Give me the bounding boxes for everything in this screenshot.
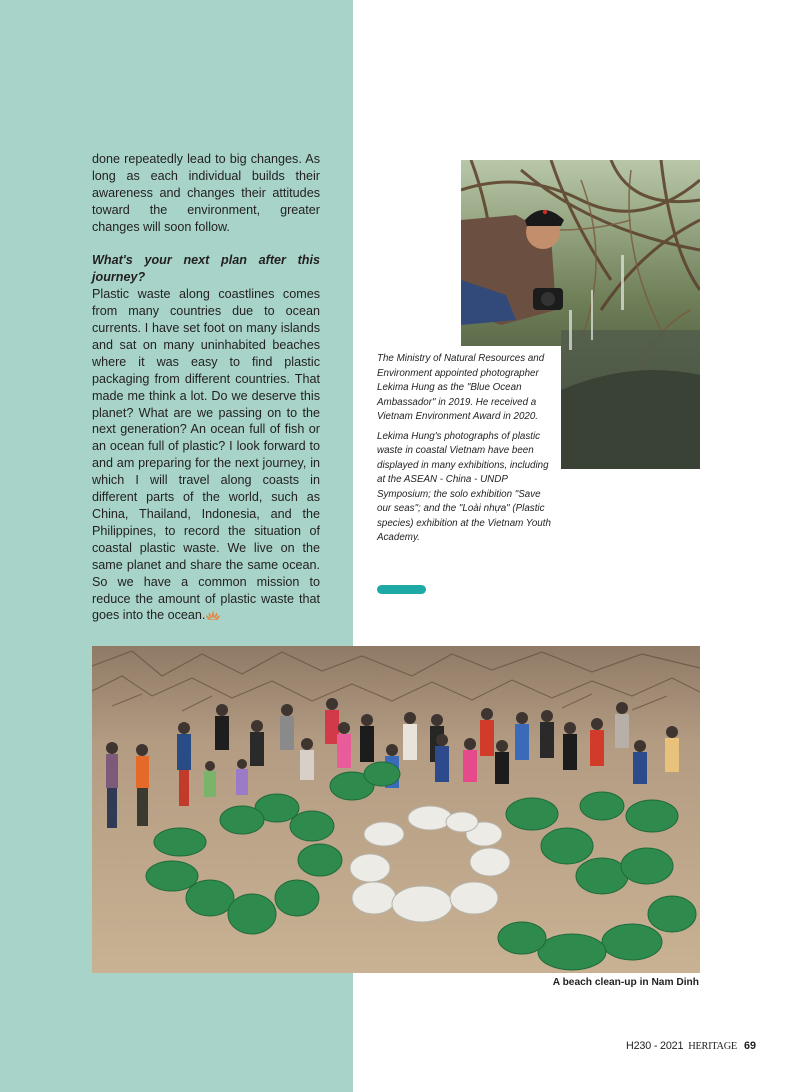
lotus-end-mark-icon	[206, 608, 220, 625]
article-body	[92, 151, 320, 625]
issue-number: H230 - 2021	[626, 1040, 684, 1052]
interview-answer	[92, 286, 320, 625]
article-paragraph-1: done repeatedly lead to big changes. As long as each individual builds their awareness and changes their attitudes toward the environment, greater changes will soon follow.	[92, 152, 320, 234]
magazine-brand: HERITAGE	[688, 1041, 737, 1052]
page-folio	[626, 1040, 756, 1052]
caption-paragraph-1: The Ministry of Natural Resources and Environment appointed photographer Lekima Hung as the "Blue Ocean Ambassador" in 2019. He received a Vietnam Environment Award in 2020.	[377, 353, 545, 422]
interview-answer-text: Plastic waste along coastlines comes from many countries due to ocean currents. I have set foot on many islands and sat on many uninhabited beaches where it was easy to find plastic packaging from different countries. That made me think a lot. Do we deserve this planet? What are we passing on to the next generation? An ocean full of fish or an ocean full of plastic? I look forward to and am preparing for the next journey, in which I will travel along coasts in different parts of the world, such as China, Thailand, Indonesia, and the Philippines, to record the situation of coastal plastic waste. We live on the same planet and share the same ocean. So we have a common mission to reduce the amount of plastic waste that goes into the ocean.	[92, 287, 320, 623]
interview-question: What's your next plan after this journey?	[92, 253, 320, 285]
photo-caption-box	[364, 346, 561, 606]
caption-accent-bar	[377, 585, 426, 594]
beach-cleanup-photo	[92, 646, 700, 973]
caption-paragraph-2: Lekima Hung's photographs of plastic waste in coastal Vietnam have been displayed in many exhibitions, including at the ASEAN - China - UNDP Symposium; the solo exhibition "Save our seas"; and the "Loài nhựa" (Plastic species) exhibition at the Vietnam Youth Academy.	[377, 430, 551, 543]
page-number: 69	[743, 1040, 756, 1052]
photo-caption: A beach clean-up in Nam Dinh	[552, 977, 699, 988]
